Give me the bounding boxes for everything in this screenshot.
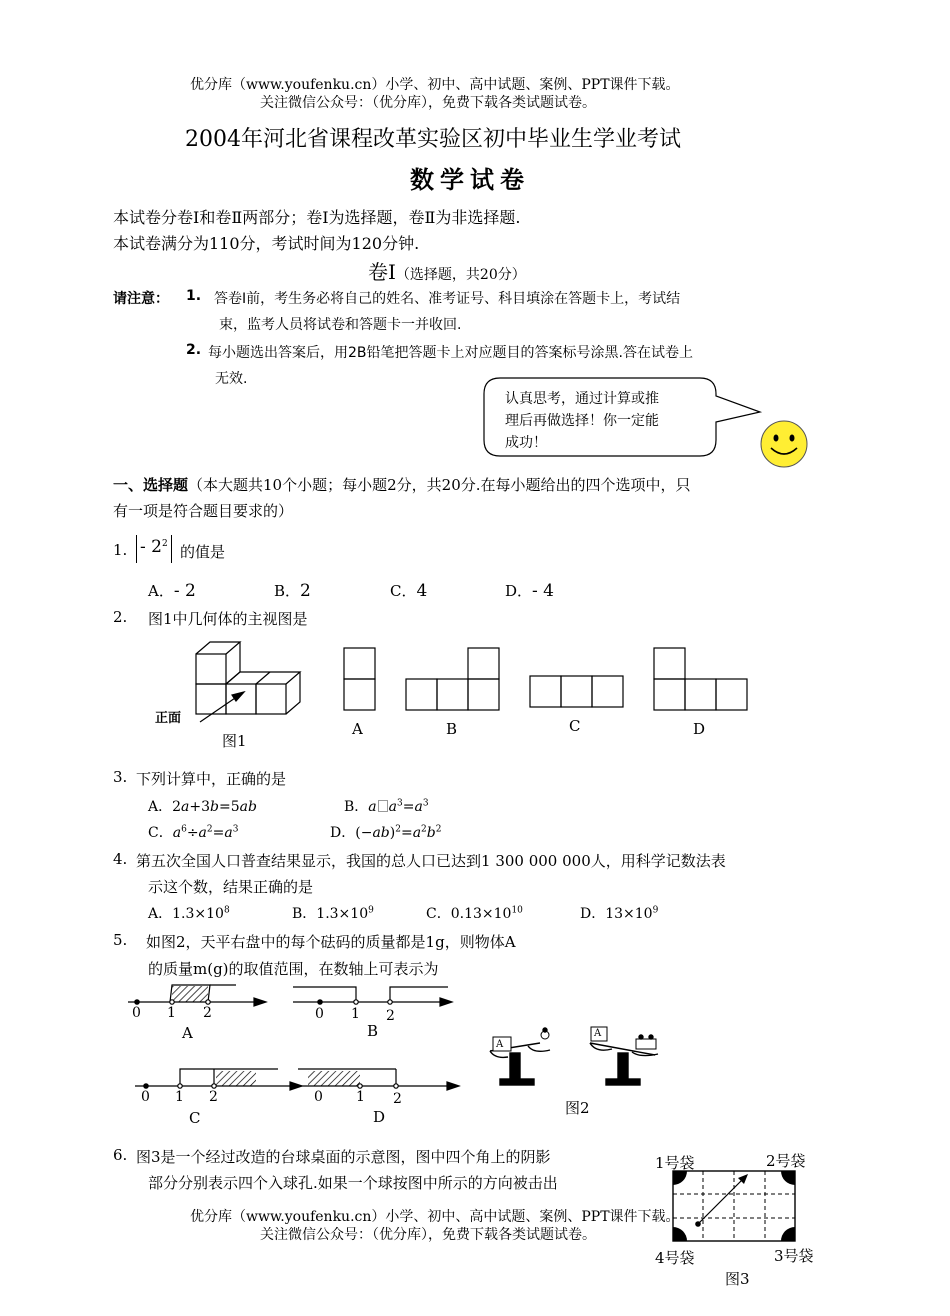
q5-b-tick-1: 1 <box>351 1006 360 1022</box>
q1-option-d <box>505 580 554 601</box>
q4-option-b-base: 1.3×10 <box>316 906 369 922</box>
q5-option-c-label: C <box>189 1109 201 1127</box>
q3-option-b-label: B． <box>344 799 369 815</box>
q4-option-d-label: D． <box>580 906 606 922</box>
q4-stem-a: 第五次全国人口普查结果显示，我国的总人口已达到1 300 000 000人，用科学记数法表 <box>136 852 726 870</box>
q5-c-tick-2: 2 <box>209 1089 218 1105</box>
notice-item1-num: 1. <box>186 288 202 304</box>
part1-title: 卷Ⅰ <box>368 260 396 284</box>
q5-option-b-label: B <box>367 1022 379 1040</box>
q4-option-a <box>148 903 230 923</box>
q5-b-tick-2: 2 <box>386 1008 395 1024</box>
notice-item2-text-a: 每小题选出答案后，用2B铅笔把答题卡上对应题目的答案标号涂黑.答在试卷上 <box>208 345 693 361</box>
q1-stem: 的值是 <box>180 543 226 561</box>
q4-option-d-exp: 9 <box>652 905 659 916</box>
fig1-front-label: 正面 <box>155 711 182 726</box>
intro-line1: 本试卷分卷Ⅰ和卷Ⅱ两部分；卷Ⅰ为选择题，卷Ⅱ为非选择题. <box>113 208 521 227</box>
notice-item1-text-a: 答卷Ⅰ前，考生务必将自己的姓名、准考证号、科目填涂在答题卡上，考试结 <box>214 291 681 307</box>
bubble-line3: 成功！ <box>505 435 547 451</box>
q5-stem-b: 的质量m(g)的取值范围，在数轴上可表示为 <box>148 960 439 978</box>
option-figures <box>344 648 747 710</box>
q2-option-d-label: D <box>693 720 706 738</box>
q4-option-b <box>292 903 374 923</box>
q5-number: 5. <box>113 931 128 949</box>
fig3-caption: 图3 <box>725 1270 750 1288</box>
q1-expr-inner: - 2 <box>140 537 162 557</box>
q5-c-tick-1: 1 <box>175 1089 184 1105</box>
q4-option-d-base: 13×10 <box>605 906 653 922</box>
q4-option-a-label: A． <box>148 906 173 922</box>
q4-option-c-base: 0.13×10 <box>450 906 512 922</box>
fig1-caption: 图1 <box>222 732 247 750</box>
q1-option-b <box>274 580 311 601</box>
q3-number: 3. <box>113 768 128 786</box>
q5-a-tick-1: 1 <box>167 1005 176 1021</box>
balance-scales <box>490 1027 658 1085</box>
q5-a-tick-0: 0 <box>132 1005 141 1021</box>
intro-line2: 本试卷满分为110分，考试时间为120分钟. <box>113 234 420 253</box>
q1-option-a-value: - 2 <box>173 581 196 601</box>
notice-item1-text-b: 束，监考人员将试卷和答题卡一并收回. <box>219 317 462 333</box>
section1-desc-a: （本大题共10个小题；每小题2分，共20分.在每小题给出的四个选项中，只 <box>188 476 691 494</box>
q4-stem-b: 示这个数，结果正确的是 <box>148 878 314 896</box>
q5-b-tick-0: 0 <box>315 1006 324 1022</box>
q1-expr-exponent: 2 <box>161 539 168 549</box>
site-footer-line1: 优分库（www.youfenku.cn）小学、初中、高中试题、案例、PPT课件下载。 <box>190 1209 680 1225</box>
q3-option-a: A．2a+3b=5ab <box>148 799 257 815</box>
q1-option-a-label: A． <box>148 582 174 600</box>
q5-a-tick-2: 2 <box>203 1005 212 1021</box>
q5-d-tick-0: 0 <box>314 1089 323 1105</box>
q3-option-a-label: A． <box>148 799 173 815</box>
q3-option-d-label: D． <box>330 825 356 841</box>
q2-option-a-label: A <box>352 720 363 738</box>
q1-option-b-label: B． <box>274 582 301 600</box>
q1-option-c <box>390 580 427 601</box>
section1-heading: 一、选择题 <box>113 476 189 494</box>
notice-label: 请注意： <box>113 291 169 307</box>
q1-option-a <box>148 580 196 601</box>
section1-desc-b: 有一项是符合题目要求的） <box>113 502 294 520</box>
q4-option-c-exp: 10 <box>511 905 523 916</box>
q5-d-tick-2: 2 <box>393 1091 402 1107</box>
q1-absolute-expression <box>136 535 172 563</box>
pocket-2-label: 2号袋 <box>766 1152 806 1170</box>
q4-option-b-exp: 9 <box>368 905 374 916</box>
q3-option-b: B．a $a^3=a^3$ <box>344 798 429 815</box>
site-header-line1: 优分库（www.youfenku.cn）小学、初中、高中试题、案例、PPT课件下载。 <box>190 77 680 93</box>
q6-stem-b: 部分分别表示四个入球孔.如果一个球按图中所示的方向被击出 <box>148 1174 558 1192</box>
q1-option-d-label: D． <box>505 582 533 600</box>
notice-item2-text-b: 无效. <box>215 371 248 387</box>
q5-stem-a: 如图2，天平右盘中的每个砝码的质量都是1g，则物体A <box>146 933 516 951</box>
q4-option-b-label: B． <box>292 906 317 922</box>
section1-heading-line <box>113 474 691 495</box>
q2-stem: 图1中几何体的主视图是 <box>148 610 308 628</box>
q1-option-b-value: 2 <box>300 581 311 601</box>
q4-option-c <box>426 903 523 923</box>
figure1-solid <box>196 642 300 722</box>
q4-option-a-base: 1.3×10 <box>172 906 224 922</box>
q4-number: 4. <box>113 850 128 868</box>
bubble-line1: 认真思考，通过计算或推 <box>505 391 659 407</box>
notice-item2-num: 2. <box>186 342 202 358</box>
q1-option-c-value: 4 <box>416 581 428 601</box>
fig2-caption: 图2 <box>565 1099 590 1117</box>
q3-option-d: D．$(-ab)^2=a^2b^2$ <box>330 824 442 841</box>
q3-stem: 下列计算中，正确的是 <box>136 770 287 788</box>
q2-option-b-label: B <box>446 720 458 738</box>
q4-option-a-exp: 8 <box>223 905 230 916</box>
pocket-4-label: 4号袋 <box>655 1249 695 1267</box>
q4-option-c-label: C． <box>426 906 451 922</box>
q3-option-c: C．$a^6\div a^2=a^3$ <box>148 824 239 841</box>
q2-figures <box>0 640 950 760</box>
pocket-3-label: 3号袋 <box>774 1247 814 1265</box>
q5-option-a-label: A <box>182 1024 193 1042</box>
paper-subtitle: 数学试卷 <box>410 165 530 194</box>
q4-option-d <box>580 903 658 923</box>
q5-number-lines <box>0 975 950 1135</box>
exam-title: 2004年河北省课程改革实验区初中毕业生学业考试 <box>185 127 681 152</box>
scale1-object-label: A <box>496 1039 504 1050</box>
q6-number: 6. <box>113 1146 128 1164</box>
pocket-1-label: 1号袋 <box>655 1154 695 1172</box>
bubble-line2: 理后再做选择！你一定能 <box>505 413 659 429</box>
q5-c-tick-0: 0 <box>141 1089 150 1105</box>
q5-d-tick-1: 1 <box>356 1089 365 1105</box>
q3-option-c-label: C． <box>148 825 173 841</box>
smiley-icon <box>758 418 818 478</box>
scale2-object-label: A <box>594 1028 602 1039</box>
q2-option-c-label: C <box>569 717 581 735</box>
q6-stem-a: 图3是一个经过改造的台球桌面的示意图，图中四个角上的阴影 <box>136 1148 551 1166</box>
part1-note: （选择题，共20分） <box>395 267 526 283</box>
billiard-table <box>672 1170 802 1250</box>
q2-number: 2. <box>113 608 128 626</box>
site-header-line2: 关注微信公众号：（优分库），免费下载各类试题试卷。 <box>260 95 596 111</box>
q5-option-d-label: D <box>373 1108 386 1126</box>
q1-option-d-value: - 4 <box>532 581 554 601</box>
q1-option-c-label: C． <box>390 582 417 600</box>
site-footer-line2: 关注微信公众号：（优分库），免费下载各类试题试卷。 <box>260 1227 596 1243</box>
q1-number: 1. <box>113 541 128 559</box>
